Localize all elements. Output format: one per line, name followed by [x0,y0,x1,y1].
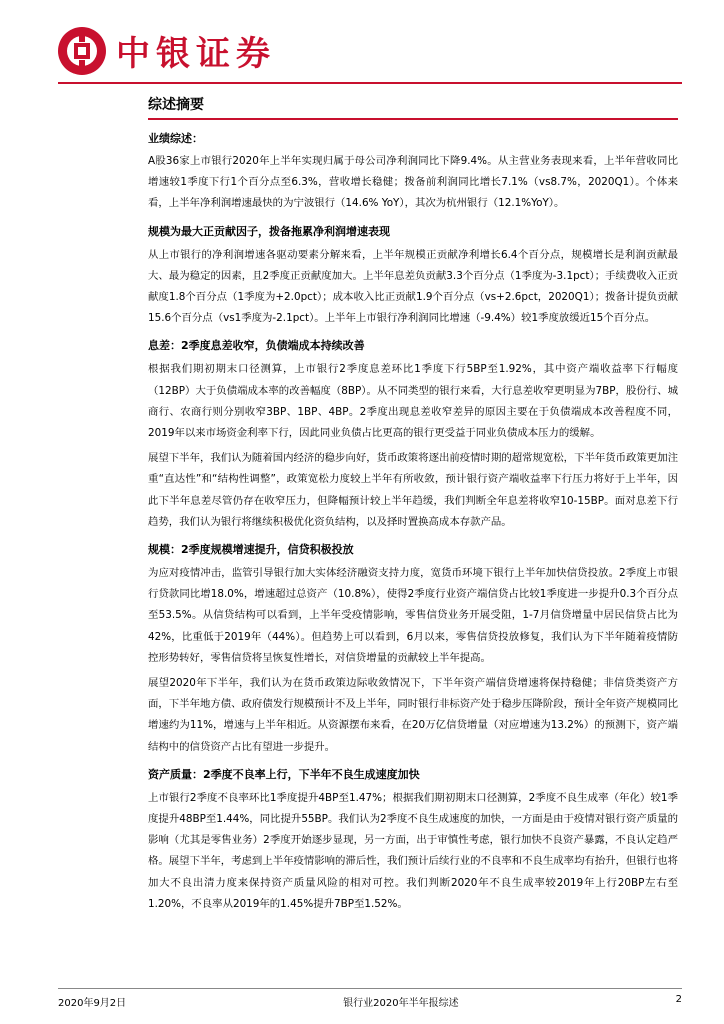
page-number: 2 [675,994,682,1005]
scale-factor-heading: 规模为最大正贡献因子，拨备拖累净利润增速表现 [148,224,390,238]
performance-paragraph: A股36家上市银行2020年上半年实现归属于母公司净利润同比下降9.4%。从主营业务表现来看，上半年营收同比增速较1季度下行1个百分点至6.3%，营收增长稳健；拨备前利润同比增长7.1%（vs8.7%，2020Q1）。个体来看，上半年净利润增速最快的为宁波银行（14.6% YoY），其次为杭州银行（12.1%YoY）。 [148,155,678,210]
scale-paragraph-1: 为应对疫情冲击，监管引导银行加大实体经济融资支持力度，宽货币环境下银行上半年加快信贷投放。2季度上市银行贷款同比增18.0%，增速超过总资产（10.8%），使得2季度行业资产端信贷占比较1季度进一步提升0.3个百分点至53.5%。从信贷结构可以看到，上半年受疫情影响，零售信贷业务开展受阻，1-7月信贷增量中居民信贷占比为42%，比重低于2019年（44%）。但趋势上可以看到，6月以来，零售信贷投放修复，我们认为下半年随着疫情防控形势转好，零售信贷将呈恢复性增长，对信贷增量的贡献较上半年提高。 [148,567,678,664]
section-title: 综述摘要 [148,94,678,120]
scale-heading: 规模：2季度规模增速提升，信贷积极投放 [148,543,354,557]
nim-paragraph-2: 展望下半年，我们认为随着国内经济的稳步向好，货币政策将逐出前疫情时期的超常规宽松，下半年货币政策更加注重“直达性”和“结构性调整”，政策宽松力度较上半年有所收敛，预计银行资产端收益率下行压力将好于上半年，因此下半年息差尽管仍存在收窄压力，但降幅预计较上半年趋缓，我们判断全年息差将收窄10-15BP。面对息差下行趋势，我们认为银行将继续积极优化资负结构，以及择时置换高成本存款产品。 [148,452,678,528]
nim-heading: 息差：2季度息差收窄，负债端成本持续改善 [148,339,365,353]
performance-title: 业绩综述： [148,132,203,145]
brand-name: 中银证券 [116,34,276,74]
header-divider [58,82,682,84]
nim-paragraph-1: 根据我们期初期末口径测算，上市银行2季度息差环比1季度下行5BP至1.92%，其中资产端收益率下行幅度（12BP）大于负债端成本率的改善幅度（8BP）。从不同类型的银行来看，大行息差收窄更明显为7BP，股份行、城商行、农商行则分别收窄3BP、1BP、4BP。2季度出现息差收窄差异的原因主要在于负债端成本改善程度不同，2019年以来市场资金利率下行，因此同业负债占比更高的银行更受益于同业负债成本压力的缓解。 [148,363,678,440]
main-content [148,94,678,919]
company-logo [58,26,276,75]
footer-divider [58,988,682,989]
bank-of-china-logo-icon [58,27,106,75]
scale-paragraph-2: 展望2020年下半年，我们认为在货币政策边际收敛情况下，下半年资产端信贷增速将保持稳健；非信贷类资产方面，下半年地方债、政府债发行规模预计不及上半年，同时银行非标资产处于稳步压降阶段，预计全年资产规模同比增速约为11%，增速与上半年相近。从资源摆布来看，在20万亿信贷增量（对应增速为13.2%）的预测下，资产端结构中的信贷资产占比有望进一步提升。 [148,677,678,753]
quality-heading: 资产质量：2季度不良率上行，下半年不良生成速度加快 [148,767,420,781]
footer-date: 2020年9月2日 [58,998,127,1009]
footer-doc-title: 银行业2020年半年报综述 [343,998,459,1009]
quality-paragraph: 上市银行2季度不良率环比1季度提升4BP至1.47%；根据我们期初期末口径测算，2季度不良生成率（年化）较1季度提升48BP至1.44%，同比提升55BP。我们认为2季度不良生成速度的加快，一方面是由于疫情对银行资产质量的影响（尤其是零售业务）2季度开始逐步显现，另一方面，出于审慎性考虑，银行加快不良资产暴露，不良认定趋严格。展望下半年，考虑到上半年疫情影响的滞后性，我们预计后续行业的不良率和不良生成率均有抬升，但银行也将加大不良出清力度来保持资产质量风险的相对可控。我们判断2020年不良生成率较2019年上行20BP左右至1.20%，不良率从2019年的1.45%提升7BP至1.52%。 [148,791,678,910]
scale-factor-paragraph: 从上市银行的净利润增速各驱动要素分解来看，上半年规模正贡献净利增长6.4个百分点，规模增长是利润贡献最大、最为稳定的因素，且2季度正贡献度加大。上半年息差负贡献3.3个百分点（1季度为-3.1pct）；手续费收入正贡献度1.8个百分点（1季度为+2.0pct）；成本收入比正贡献1.9个百分点（vs+2.6pct，2020Q1）；拨备计提负贡献15.6个百分点（vs1季度为-2.1pct）。上半年上市银行净利润同比增速（-9.4%）较1季度放缓近15个百分点。 [148,248,678,325]
page-footer [58,994,682,1009]
